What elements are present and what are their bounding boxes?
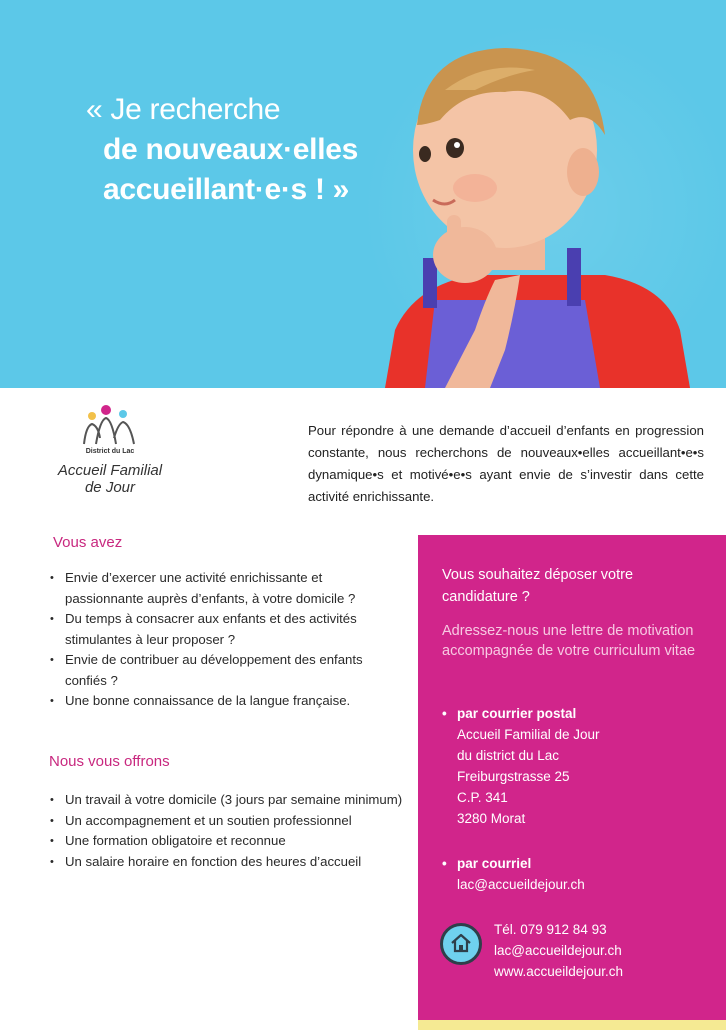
hero-banner — [0, 0, 726, 388]
logo-name — [40, 462, 180, 496]
panel-text: Adressez-nous une lettre de motivation accompagnée de votre curriculum vitae — [442, 623, 696, 659]
footer-strip — [418, 1020, 726, 1030]
headline-line-2: de nouveaux·elles — [103, 133, 358, 166]
logo-name-line-1: Accueil Familial — [57, 462, 163, 479]
list-item: • Du temps à consacrer aux enfants et des activités stimulantes à leur proposer ? — [48, 609, 396, 650]
postal-line: Accueil Familial de Jour — [457, 727, 600, 742]
postal-line: 3280 Morat — [457, 811, 526, 826]
list-item: • Un accompagnement et un soutien professionnel — [48, 811, 403, 832]
headline — [86, 90, 358, 210]
offrons-title: Nous vous offrons — [49, 753, 170, 770]
intro-text: Pour répondre à une demande d’accueil d’enfants en progression constante, nous recherchons de nouveaux•elles accueillant•e•s dynamique•s et motivé•e•s ayant envie de s’investir dans cette activité enrichissante. — [308, 423, 704, 504]
logo-district: District du Lac — [85, 448, 135, 455]
website-link[interactable]: www.accueildejour.ch — [494, 964, 624, 979]
list-item: • Un salaire horaire en fonction des heures d’accueil — [48, 852, 403, 873]
list-item: • Une formation obligatoire et reconnue — [48, 831, 403, 852]
list-item: • Envie de contribuer au développement des enfants confiés ? — [48, 650, 396, 691]
vous-avez-title: Vous avez — [53, 534, 123, 551]
email-block — [442, 853, 712, 895]
postal-line: Freiburgstrasse 25 — [457, 769, 570, 784]
postal-line: C.P. 341 — [457, 790, 508, 805]
logo — [40, 404, 180, 504]
headline-line-1: « Je recherche — [86, 93, 281, 126]
postal-block — [442, 703, 712, 829]
email-label: • par courriel — [442, 853, 712, 874]
list-item: • Un travail à votre domicile (3 jours par semaine minimum) — [48, 790, 403, 811]
list-item: • Une bonne connaissance de la langue française. — [48, 691, 396, 712]
postal-line: du district du Lac — [457, 748, 560, 763]
list-item: • Envie d’exercer une activité enrichissante et passionnante auprès d’enfants, à votre domicile ? — [48, 568, 396, 609]
child-photo — [355, 30, 726, 388]
offrons-list — [48, 790, 403, 872]
vous-avez-list — [48, 568, 396, 712]
phone-number[interactable]: Tél. 079 912 84 93 — [494, 922, 607, 937]
house-icon — [440, 923, 482, 965]
headline-line-3: accueillant·e·s ! » — [103, 173, 350, 206]
postal-label: • par courrier postal — [442, 703, 712, 724]
logo-figures-icon — [78, 404, 142, 446]
application-panel — [418, 535, 726, 1020]
contact-details — [494, 919, 623, 982]
email-address[interactable]: lac@accueildejour.ch — [457, 877, 585, 892]
panel-title: Vous souhaitez déposer votre candidature ? — [442, 567, 634, 605]
contact-email[interactable]: lac@accueildejour.ch — [494, 943, 622, 958]
logo-name-line-2: de Jour — [84, 479, 136, 496]
